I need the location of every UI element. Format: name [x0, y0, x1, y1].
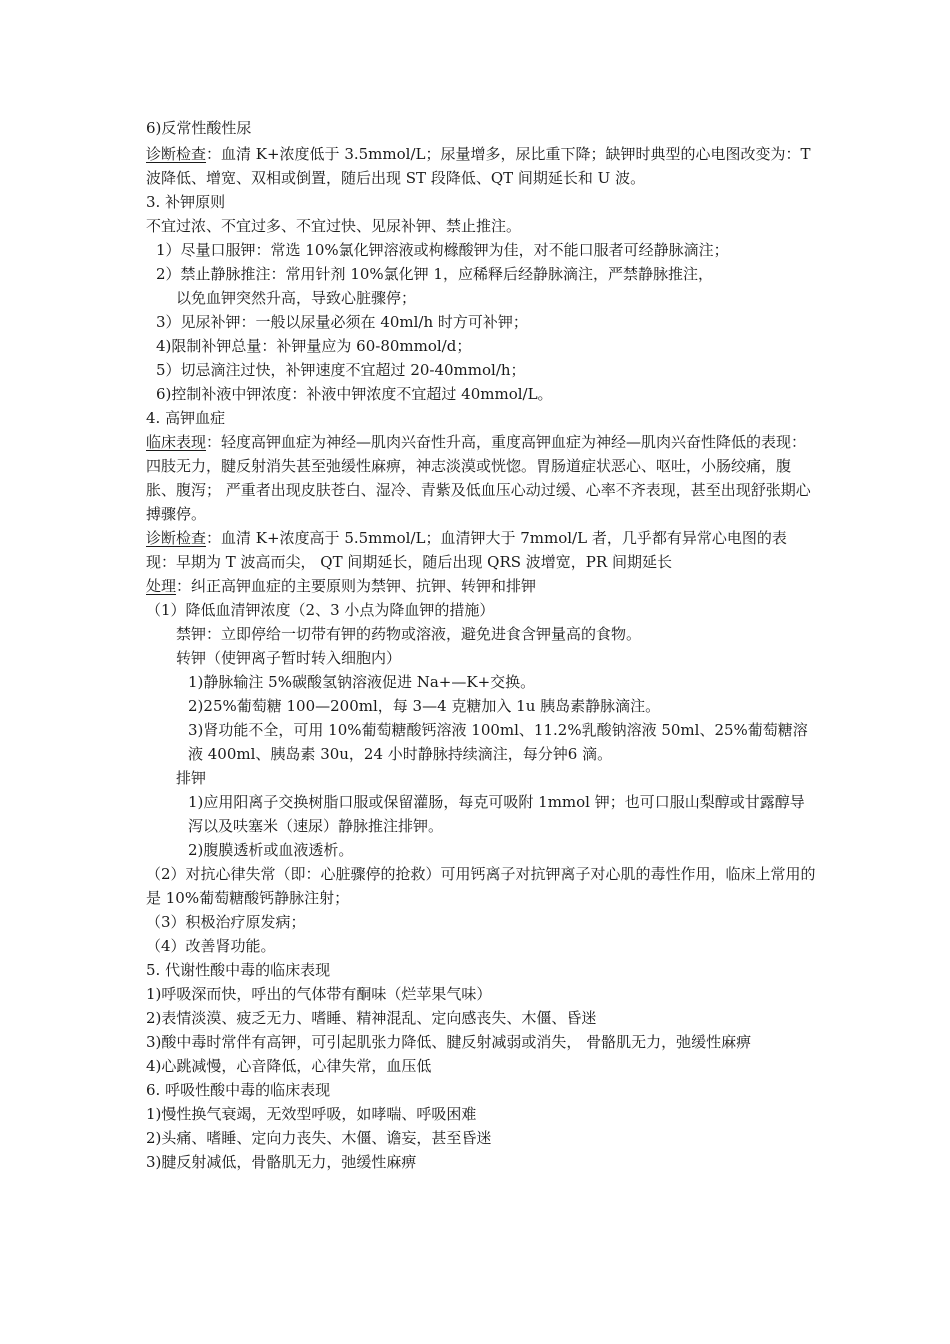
treatment-text: ：纠正高钾血症的主要原则为禁钾、抗钾、转钾和排钾	[176, 577, 537, 595]
diagnosis-label: 诊断检查	[146, 145, 207, 163]
metabolic-item-3: 3)酸中毒时常伴有高钾，可引起肌张力降低、腱反射减弱或消失， 骨骼肌无力，弛缓性麻痹	[146, 1033, 752, 1051]
heading-respiratory-acidosis: 6. 呼吸性酸中毒的临床表现	[146, 1081, 331, 1099]
diagnosis-label-2: 诊断检查	[146, 529, 207, 547]
clinical-label: 临床表现	[146, 433, 207, 451]
shift-item-1: 1)静脉输注 5%碳酸氢钠溶液促进 Na+—K+交换。	[188, 673, 536, 691]
clinical-manifestation	[146, 430, 816, 526]
treatment	[146, 574, 816, 598]
diagnosis-hyperkalemia	[146, 526, 816, 574]
metabolic-item-4: 4)心跳减慢，心音降低，心律失常，血压低	[146, 1057, 432, 1075]
potassium-rule-1: 1）尽量口服钾：常选 10%氯化钾溶液或枸橼酸钾为佳，对不能口服者可经静脉滴注；	[156, 241, 729, 259]
potassium-rule-2b: 以免血钾突然升高，导致心脏骤停；	[176, 289, 417, 307]
potassium-principles-summary: 不宜过浓、不宜过多、不宜过快、见尿补钾、禁止推注。	[146, 217, 522, 235]
document-page	[146, 116, 816, 1174]
metabolic-item-2: 2)表情淡漠、疲乏无力、嗜睡、精神混乱、定向感丧失、木僵、昏迷	[146, 1009, 597, 1027]
shift-item-3: 3)肾功能不全，可用 10%葡萄糖酸钙溶液 100ml、11.2%乳酸钠溶液 50ml、25%葡萄糖溶液 400ml、胰岛素 30u，24 小时静脉持续滴注，每分钟6 滴。	[188, 721, 808, 763]
metabolic-item-1: 1)呼吸深而快，呼出的气体带有酮味（烂苹果气味）	[146, 985, 492, 1003]
treatment-step-4: （4）改善肾功能。	[146, 937, 276, 955]
clinical-text: ：轻度高钾血症为神经—肌肉兴奋性升高，重度高钾血症为神经—肌肉兴奋性降低的表现：四肢无力，腱反射消失甚至弛缓性麻痹，神志淡漠或恍惚。胃肠道症状恶心、呕吐，小肠绞痛，腹胀、腹泻； 严重者出现皮肤苍白、湿冷、青紫及低血压心动过缓、心率不齐表现，甚至出现舒张期心搏骤停。	[146, 433, 811, 523]
potassium-rule-5: 5）切忌滴注过快，补钾速度不宜超过 20-40mmol/h；	[156, 361, 526, 379]
shift-item-2: 2)25%葡萄糖 100—200ml，每 3—4 克糖加入 1u 胰岛素静脉滴注。	[188, 697, 661, 715]
treatment-shift-potassium: 转钾（使钾离子暂时转入细胞内）	[176, 649, 402, 667]
diagnosis-text: ：血清 K+浓度低于 3.5mmol/L；尿量增多，尿比重下降；缺钾时典型的心电图改变为：T 波降低、增宽、双相或倒置，随后出现 ST 段降低、QT 间期延长和 U 波。	[146, 145, 811, 187]
heading-potassium-principles: 3. 补钾原则	[146, 193, 226, 211]
respiratory-item-3: 3)腱反射减低，骨骼肌无力，弛缓性麻痹	[146, 1153, 417, 1171]
treatment-step-1: （1）降低血清钾浓度（2、3 小点为降血钾的措施）	[146, 601, 495, 619]
treatment-ban-potassium: 禁钾：立即停给一切带有钾的药物或溶液，避免进食含钾量高的食物。	[176, 625, 642, 643]
potassium-rule-4: 4)限制补钾总量：补钾量应为 60-80mmol/d；	[156, 337, 472, 355]
heading-hyperkalemia: 4. 高钾血症	[146, 409, 226, 427]
treatment-step-2: （2）对抗心律失常（即：心脏骤停的抢救）可用钙离子对抗钾离子对心肌的毒性作用，临床上常用的是 10%葡萄糖酸钙静脉注射；	[146, 865, 816, 907]
treatment-label: 处理	[146, 577, 177, 595]
respiratory-item-1: 1)慢性换气衰竭，无效型呼吸，如哮喘、呼吸困难	[146, 1105, 477, 1123]
treatment-excrete-potassium: 排钾	[176, 769, 207, 787]
heading-metabolic-acidosis: 5. 代谢性酸中毒的临床表现	[146, 961, 331, 979]
potassium-rule-6: 6)控制补液中钾浓度：补液中钾浓度不宜超过 40mmol/L。	[156, 385, 553, 403]
treatment-step-3: （3）积极治疗原发病；	[146, 913, 306, 931]
line-renal-acidic-urine: 6)反常性酸性尿	[146, 119, 252, 137]
respiratory-item-2: 2)头痛、嗜睡、定向力丧失、木僵、谵妄，甚至昏迷	[146, 1129, 492, 1147]
excrete-item-1: 1)应用阳离子交换树脂口服或保留灌肠，每克可吸附 1mmol 钾；也可口服山梨醇或甘露醇导泻以及呋塞米（速尿）静脉推注排钾。	[188, 793, 805, 835]
potassium-rule-2a: 2）禁止静脉推注：常用针剂 10%氯化钾 1，应稀释后经静脉滴注，严禁静脉推注，	[156, 265, 713, 283]
excrete-item-2: 2)腹膜透析或血液透析。	[188, 841, 354, 859]
potassium-rule-3: 3）见尿补钾：一般以尿量必须在 40ml/h 时方可补钾；	[156, 313, 528, 331]
diagnosis-hypokalemia	[146, 142, 816, 190]
diagnosis-text-2: ：血清 K+浓度高于 5.5mmol/L；血清钾大于 7mmol/L 者，几乎都有异常心电图的表现：早期为 T 波高而尖， QT 间期延长，随后出现 QRS 波增宽，PR 间期延长	[146, 529, 787, 571]
